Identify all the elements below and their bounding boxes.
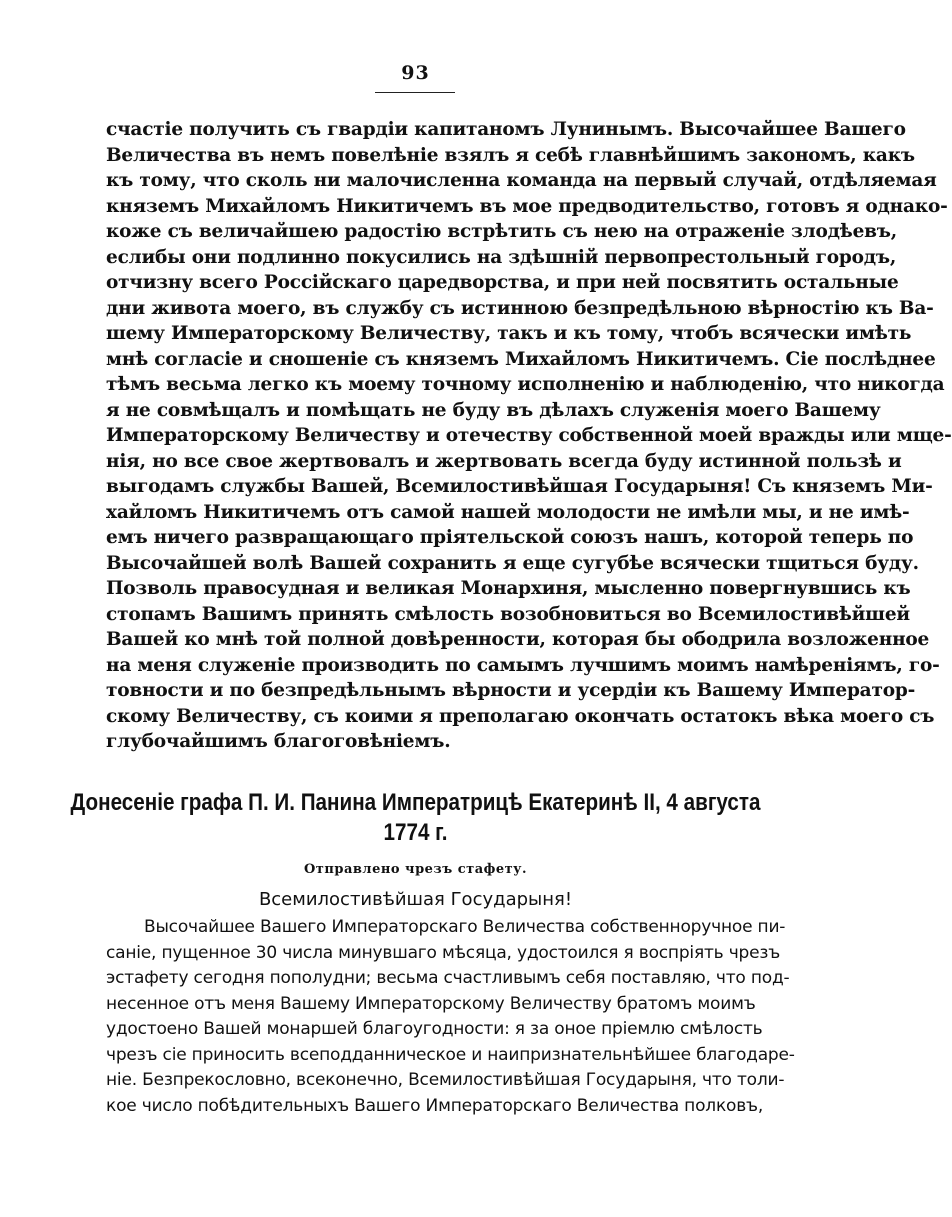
text-line: выгодамъ службы Вашей, Всемилостивѣйшая Государыня! Съ княземъ Ми- [106,476,933,497]
text-line: Высочайшей волѣ Вашей сохранить я еще сугубѣе всячески тщиться буду. [106,553,919,574]
text-line: еслибы они подлинно покусились на здѣшній первопрестольный городъ, [106,247,897,268]
text-line: на меня служеніе производить по самымъ лучшимъ моимъ намѣреніямъ, го- [106,655,940,676]
text-line: Величества въ немъ повелѣніе взялъ я себѣ главнѣйшимъ закономъ, какъ [106,145,915,166]
text-line: отчизну всего Россійскаго царедворства, и при ней посвятить остальные [106,272,899,293]
section-heading: Донесеніе графа П. И. Панина Императрицѣ Екатеринѣ II, 4 августа [70,789,761,816]
text-line: счастіе получить съ гвардіи капитаномъ Лунинымъ. Высочайшее Вашего [106,119,906,140]
page-number: 93 [401,62,430,84]
text-line: хайломъ Никитичемъ отъ самой нашей молодости не имѣли мы, и не имѣ- [106,502,910,523]
text-line: Вашей ко мнѣ той полной довѣренности, которая бы ободрила возложенное [106,629,930,650]
text-line: чрезъ сіе приносить всеподданническое и наипризнательнѣйшее благодаре- [106,1045,795,1065]
text-line: ніе. Безпрекословно, всеконечно, Всемилостивѣйшая Государыня, что толи- [106,1070,785,1090]
text-line: удостоено Вашей монаршей благоугодности: я за оное пріемлю смѣлость [106,1019,763,1039]
text-line: стопамъ Вашимъ принять смѣлость возобновиться во Всемилостивѣйшей [106,604,910,625]
text-line: княземъ Михайломъ Никитичемъ въ мое предводительство, готовъ я однако- [106,196,948,217]
dispatch-note: Отправлено чрезъ стафету. [303,862,528,877]
text-line: кожe съ величайшею радостію встрѣтить съ нею на отраженіе злодѣевъ, [106,221,898,242]
salutation: Всемилостивѣйшая Государыня! [258,889,573,910]
text-line: Позволь правосудная и великая Монархиня, мысленно повергнувшись къ [106,578,911,599]
text-line: глубочайшимъ благоговѣніемъ. [106,731,451,752]
text-line: мнѣ согласіе и сношеніе съ княземъ Михайломъ Никитичемъ. Сіе послѣднее [106,349,936,370]
text-line: товности и по безпредѣльнымъ вѣрности и усердіи къ Вашему Император- [106,680,916,701]
text-line: нія, но все свое жертвовалъ и жертвовать всегда буду истинной пользѣ и [106,451,902,472]
text-line: я не совмѣщалъ и помѣщать не буду въ дѣлахъ служенія моего Вашему [106,400,881,421]
text-line: саніе, пущенное 30 числа минувшаго мѣсяца, удостоился я воспріять чрезъ [106,943,781,963]
page-number-rule [375,92,455,93]
section-heading-date: 1774 г. [383,819,448,846]
text-line: тѣмъ весьма легко къ моему точному исполненію и наблюденію, что никогда [106,374,945,395]
text-line: Высочайшее Вашего Императорскаго Величества собственноручное пи- [144,917,786,937]
text-line: къ тому, что сколь ни малочисленна команда на первый случай, отдѣляемая [106,170,937,191]
text-line: эстафету сегодня пополудни; весьма счастливымъ себя поставляю, что под- [106,968,790,988]
text-line: шему Императорскому Величеству, такъ и къ тому, чтобъ всячески имѣть [106,323,912,344]
text-line: кое число побѣдительныхъ Вашего Императорскаго Величества полковъ, [106,1096,764,1116]
text-line: Императорскому Величеству и отечеству собственной моей вражды или мще- [106,425,952,446]
text-line: несенное отъ меня Вашему Императорскому Величеству братомъ моимъ [106,994,756,1014]
text-line: емъ ничего развращающаго пріятельской союзъ нашъ, которой теперь по [106,527,914,548]
text-line: скому Величеству, съ коими я преполагаю окончать остатокъ вѣка моего съ [106,706,935,727]
text-line: дни живота моего, въ службу съ истинною безпредѣльною вѣрностію къ Ва- [106,298,934,319]
